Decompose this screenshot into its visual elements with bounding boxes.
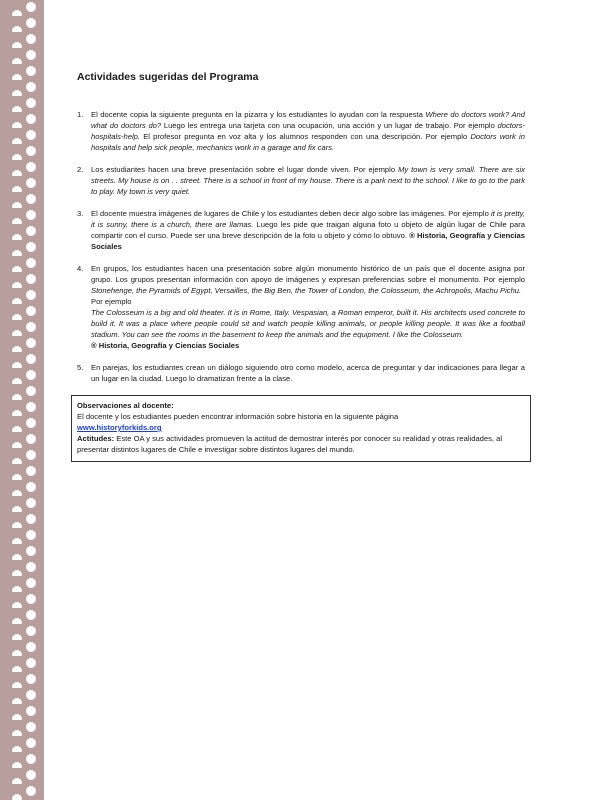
activity-number: 3. xyxy=(77,209,84,218)
activity-example: Where do doctors work? And what do doctors do? xyxy=(91,110,525,130)
subject-reference: ® Historia, Geografía y Ciencias Sociales xyxy=(91,231,525,251)
activity-text xyxy=(91,362,525,384)
activity-text-segment: Luego les entrega una tarjeta con una ocupación, una acción y un lugar de trabajo. Por ejemplo xyxy=(163,121,495,130)
attitudes-text: Este OA y sus actividades promueven la actitud de demostrar interés por conocer su realidad y otras realidades, al presentar distintos lugares de Chile e investigar sobre distintos lugares del mundo. xyxy=(77,434,503,454)
page-title: Actividades sugeridas del Programa xyxy=(77,71,259,83)
activity-4 xyxy=(77,263,525,351)
binding-rings xyxy=(0,0,44,800)
activity-text xyxy=(91,263,525,351)
activity-example: The Colosseum is a big and old theater. It is in Rome, Italy. Vespasian, a Roman emperor, built it. His architects used concrete to build it. It was a place where people could sit and watch people killing animals, or people killing people. It was like a football stadium. You can see the rooms in the basement to keep the animals and the equipment. I like the Colosseum. xyxy=(91,308,525,339)
activity-text-segment: En parejas, los estudiantes crean un diálogo siguiendo otro como modelo, acerca de preguntar y dar indicaciones para llegar a un lugar en la ciudad. Luego lo dramatizan frente a la clase. xyxy=(91,363,525,383)
activity-example: Stonehenge, the Pyramids of Egypt, Versailles, the Big Ben, the Tower of London, the Colosseum, the Achropolis, Machu Pichu. xyxy=(91,286,522,295)
activity-text xyxy=(91,164,525,197)
attitudes-paragraph xyxy=(77,433,525,455)
activity-number: 4. xyxy=(77,264,84,273)
activity-example: My town is very small. There are six streets. My house is on . . street. There is a school in front of my house. There is a park next to the school. I like to go to the park to play. My town is very quiet. xyxy=(91,165,525,196)
observations-box xyxy=(71,395,531,462)
activity-text-segment: El docente copia la siguiente pregunta en la pizarra y los estudiantes lo ayudan con la respuesta xyxy=(91,110,423,119)
activity-number: 5. xyxy=(77,363,84,372)
observations-heading: Observaciones al docente: xyxy=(77,401,174,410)
activity-1 xyxy=(77,109,525,153)
activity-2 xyxy=(77,164,525,197)
activity-text-segment: Por ejemplo xyxy=(91,297,132,306)
activity-text-segment: El profesor pregunta en voz alta y los alumnos responden con una descripción. Por ejemplo xyxy=(143,132,468,141)
activity-example: doctors-hospitals-help. xyxy=(91,121,525,141)
activity-5 xyxy=(77,362,525,384)
document-content xyxy=(77,70,525,462)
activity-example: Doctors work in hospitals and help sick people, mechanics work in a garage and fix cars. xyxy=(91,132,525,152)
activity-text-segment: Luego les pide que traigan alguna foto u objeto de algún lugar de Chile para compartir con el curso. Puede ser una breve descripción de la foto u objeto y cómo lo obtuvo. xyxy=(91,220,525,240)
activity-text xyxy=(91,208,525,252)
activity-text-segment: En grupos, los estudiantes hacen una presentación sobre algún monumento histórico de un país que el docente asigna por grupo. Los grupos presentan información con apoyo de imágenes y expresan preferencias sobre el monumento. Por ejemplo xyxy=(91,264,525,284)
activity-number: 1. xyxy=(77,110,84,119)
activity-text-segment: El docente muestra imágenes de lugares de Chile y los estudiantes deben decir algo sobre las imágenes. Por ejemplo xyxy=(91,209,489,218)
activity-text-segment: Los estudiantes hacen una breve presentación sobre el lugar donde viven. Por ejemplo xyxy=(91,165,396,174)
activity-number: 2. xyxy=(77,165,84,174)
activity-example: it is pretty, it is sunny, there is a church, there are llamas. xyxy=(91,209,525,229)
history-link[interactable]: www.historyforkids.org xyxy=(77,423,162,432)
activity-3 xyxy=(77,208,525,252)
observations-line: El docente y los estudiantes pueden encontrar información sobre historia en la siguiente página xyxy=(77,412,399,421)
activity-text xyxy=(91,109,525,153)
subject-reference: ® Historia, Geografía y Ciencias Sociales xyxy=(91,341,240,350)
attitudes-label: Actitudes: xyxy=(77,434,115,443)
